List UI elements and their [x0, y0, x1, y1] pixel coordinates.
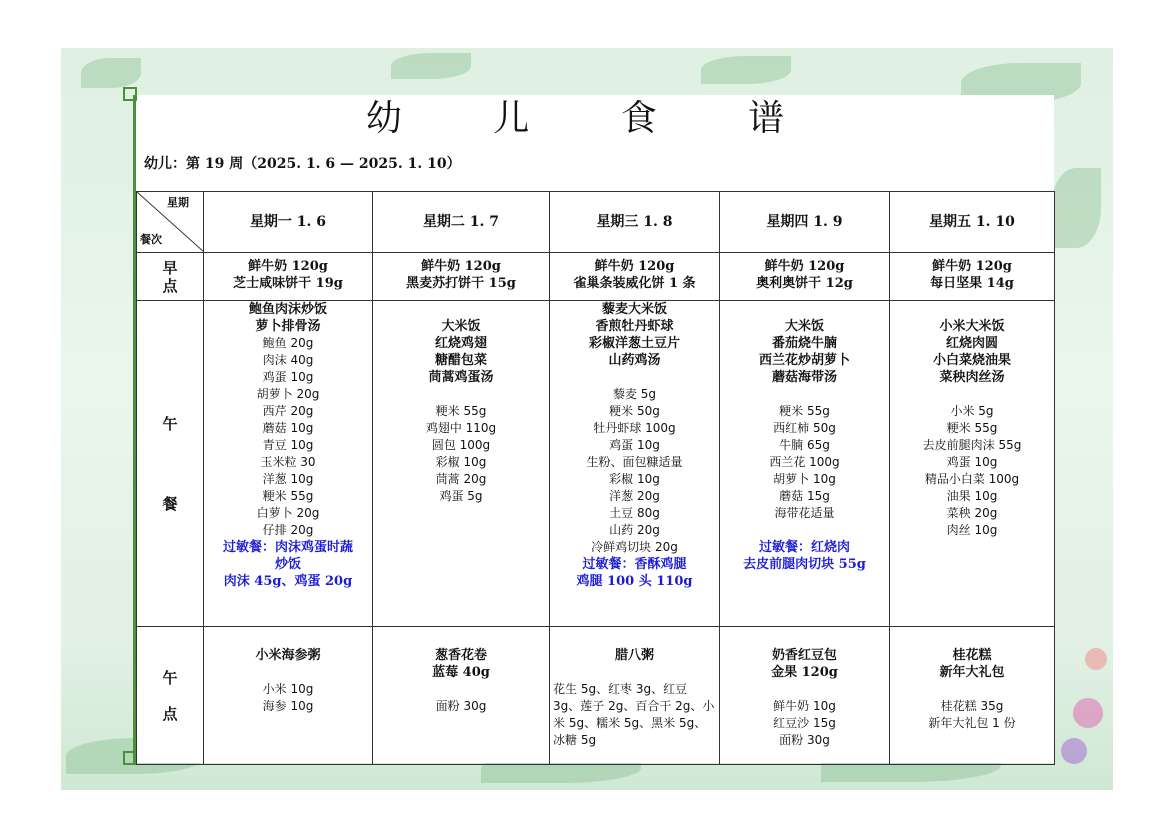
ingredient: 彩椒 10g	[609, 472, 660, 486]
day-header-wed: 星期三 1. 8	[550, 192, 720, 253]
dish-name: 茼蒿鸡蛋汤	[428, 370, 494, 385]
dish-name: 菜秧肉丝汤	[939, 370, 1005, 385]
lunch-label: 午 餐	[137, 301, 204, 627]
dish-name: 大米饭	[441, 319, 481, 334]
dish-name: 萝卜排骨汤	[255, 319, 321, 334]
ingredient: 藜麦 5g	[612, 387, 657, 401]
allergy-meal: 过敏餐：香酥鸡腿	[582, 557, 687, 572]
allergy-meal: 鸡腿 100 头 110g	[576, 574, 693, 589]
flower-decoration	[1073, 698, 1103, 728]
dish-name: 蘑菇海带汤	[771, 370, 837, 385]
breakfast-item: 黑麦苏打饼干 15g	[406, 276, 516, 291]
ingredient: 海参 10g	[262, 699, 314, 713]
dish-name: 大米饭	[784, 319, 824, 334]
breakfast-row	[137, 253, 1055, 301]
ingredient: 蘑菇 15g	[779, 489, 830, 503]
snack-cell-thu	[720, 627, 890, 765]
menu-sheet	[133, 95, 1054, 763]
ingredient: 生粉、面包糠适量	[586, 455, 683, 469]
frame-corner	[123, 87, 137, 101]
ingredient: 蘑菇 10g	[262, 421, 314, 435]
ingredient: 面粉 30g	[435, 699, 487, 713]
ingredient: 冷鲜鸡切块 20g	[591, 540, 678, 554]
meal-axis-label: 餐次	[140, 233, 162, 246]
allergy-meal: 去皮前腿肉切块 55g	[743, 557, 866, 572]
ingredient: 精品小白菜 100g	[924, 472, 1020, 486]
ingredient: 玉米粒 30	[260, 455, 316, 469]
dish-name: 彩椒洋葱土豆片	[588, 336, 680, 351]
dish-name: 小米海参粥	[255, 648, 321, 663]
dish-name: 红烧鸡翅	[434, 336, 487, 351]
frame-corner	[123, 751, 137, 765]
lunch-cell-fri	[890, 301, 1055, 627]
ingredient: 茼蒿 20g	[435, 472, 487, 486]
dish-name: 腊八粥	[614, 648, 654, 663]
lunch-cell-tue	[373, 301, 550, 627]
lunch-cell-thu	[720, 301, 890, 627]
ingredient: 鲜牛奶 10g	[773, 699, 836, 713]
breakfast-cell	[373, 253, 550, 301]
breakfast-cell	[550, 253, 720, 301]
lunch-cell-wed	[550, 301, 720, 627]
ingredient: 青豆 10g	[262, 438, 314, 452]
header-row	[137, 192, 1055, 253]
dish-name: 小白菜烧油果	[932, 353, 1011, 368]
day-header-thu: 星期四 1. 9	[720, 192, 890, 253]
ingredient: 肉丝 10g	[946, 523, 998, 537]
ingredient: 洋葱 10g	[262, 472, 314, 486]
ingredient: 菜秧 20g	[946, 506, 998, 520]
ingredient: 洋葱 20g	[609, 489, 660, 503]
ingredient: 西兰花 100g	[769, 455, 840, 469]
leaf-decoration	[81, 58, 141, 88]
dish-name: 香煎牡丹虾球	[595, 319, 674, 334]
ingredient: 鸡翅中 110g	[425, 421, 497, 435]
dish-name: 鲍鱼肉沫炒饭	[248, 302, 327, 317]
dish-name: 葱香花卷	[434, 648, 487, 663]
ingredient: 圆包 100g	[431, 438, 491, 452]
ingredient: 小米 10g	[262, 682, 314, 696]
ingredient: 鸡蛋 10g	[262, 370, 314, 384]
breakfast-item: 鲜牛奶 120g	[248, 259, 328, 274]
allergy-meal: 过敏餐：红烧肉	[758, 540, 850, 555]
breakfast-item: 鲜牛奶 120g	[421, 259, 501, 274]
ingredient: 彩椒 10g	[435, 455, 487, 469]
ingredient: 仔排 20g	[262, 523, 314, 537]
ingredient-list: 花生 5g、红枣 3g、红豆 3g、莲子 2g、百合干 2g、小米 5g、糯米 5g、黑米 5g、冰糖 5g	[553, 682, 715, 747]
ingredient: 油果 10g	[946, 489, 998, 503]
dish-name: 金果 120g	[771, 665, 838, 680]
menu-table	[136, 191, 1055, 765]
ingredient: 鸡蛋 5g	[439, 489, 483, 503]
ingredient: 新年大礼包 1 份	[928, 716, 1016, 730]
ingredient: 去皮前腿肉沫 55g	[922, 438, 1022, 452]
breakfast-label: 早 点	[137, 253, 204, 301]
snack-cell-fri	[890, 627, 1055, 765]
weekday-axis-label: 星期	[167, 196, 189, 209]
dish-name: 新年大礼包	[939, 665, 1005, 680]
allergy-meal: 炒饭	[274, 557, 301, 572]
ingredient: 胡萝卜 20g	[256, 387, 320, 401]
breakfast-item: 每日坚果 14g	[930, 276, 1014, 291]
page-title: 幼 儿 食 谱	[365, 98, 825, 139]
ingredient: 牛腩 65g	[779, 438, 830, 452]
leaf-decoration	[701, 56, 791, 84]
snack-cell-tue	[373, 627, 550, 765]
day-header-tue: 星期二 1. 7	[373, 192, 550, 253]
allergy-meal: 过敏餐：肉沫鸡蛋时蔬	[222, 540, 353, 555]
dish-name: 山药鸡汤	[608, 353, 661, 368]
ingredient: 土豆 80g	[609, 506, 660, 520]
dish-name: 桂花糕	[952, 648, 992, 663]
allergy-meal: 肉沫 45g、鸡蛋 20g	[223, 574, 353, 589]
ingredient: 鸡蛋 10g	[609, 438, 660, 452]
breakfast-cell	[720, 253, 890, 301]
dish-name: 西兰花炒胡萝卜	[758, 353, 850, 368]
breakfast-item: 鲜牛奶 120g	[594, 259, 675, 274]
dish-name: 奶香红豆包	[771, 648, 837, 663]
flower-decoration	[1061, 738, 1087, 764]
breakfast-item: 芝士咸味饼干 19g	[233, 276, 343, 291]
breakfast-cell	[890, 253, 1055, 301]
ingredient: 粳米 55g	[946, 421, 998, 435]
ingredient: 粳米 55g	[262, 489, 314, 503]
breakfast-item: 雀巢条装威化饼 1 条	[573, 276, 696, 291]
lunch-cell-mon	[204, 301, 373, 627]
ingredient: 海带花适量	[774, 506, 835, 520]
dish-name: 蓝莓 40g	[432, 665, 490, 680]
breakfast-item: 奥利奥饼干 12g	[756, 276, 853, 291]
breakfast-item: 鲜牛奶 120g	[764, 259, 845, 274]
ingredient: 粳米 55g	[435, 404, 487, 418]
ingredient: 牡丹虾球 100g	[593, 421, 676, 435]
ingredient: 肉沫 40g	[262, 353, 314, 367]
snack-cell-mon	[204, 627, 373, 765]
leaf-decoration	[1051, 168, 1101, 248]
ingredient: 西芹 20g	[262, 404, 314, 418]
ingredient: 红豆沙 15g	[773, 716, 836, 730]
day-header-mon: 星期一 1. 6	[204, 192, 373, 253]
dish-name: 藜麦大米饭	[601, 302, 667, 317]
ingredient: 白萝卜 20g	[256, 506, 320, 520]
ingredient: 粳米 50g	[609, 404, 660, 418]
ingredient: 西红柿 50g	[773, 421, 836, 435]
breakfast-cell	[204, 253, 373, 301]
dish-name: 红烧肉圆	[945, 336, 998, 351]
snack-label: 午 点	[137, 627, 204, 765]
snack-cell-wed	[550, 627, 720, 765]
snack-row	[137, 627, 1055, 765]
ingredient: 小米 5g	[950, 404, 994, 418]
day-header-fri: 星期五 1. 10	[890, 192, 1055, 253]
ingredient: 鸡蛋 10g	[946, 455, 998, 469]
dish-name: 番茄烧牛腩	[771, 336, 837, 351]
dish-name: 糖醋包菜	[434, 353, 487, 368]
week-subtitle: 幼儿：第 19 周（2025. 1. 6 — 2025. 1. 10）	[144, 156, 461, 172]
ingredient: 鲍鱼 20g	[262, 336, 314, 350]
leaf-decoration	[391, 53, 471, 79]
lunch-row	[137, 301, 1055, 627]
ingredient: 面粉 30g	[779, 733, 830, 747]
dish-name: 小米大米饭	[939, 319, 1005, 334]
ingredient: 粳米 55g	[779, 404, 830, 418]
ingredient: 桂花糕 35g	[940, 699, 1004, 713]
breakfast-item: 鲜牛奶 120g	[932, 259, 1012, 274]
ingredient: 胡萝卜 10g	[773, 472, 836, 486]
flower-decoration	[1085, 648, 1107, 670]
corner-header-cell	[137, 192, 204, 253]
ingredient: 山药 20g	[609, 523, 660, 537]
